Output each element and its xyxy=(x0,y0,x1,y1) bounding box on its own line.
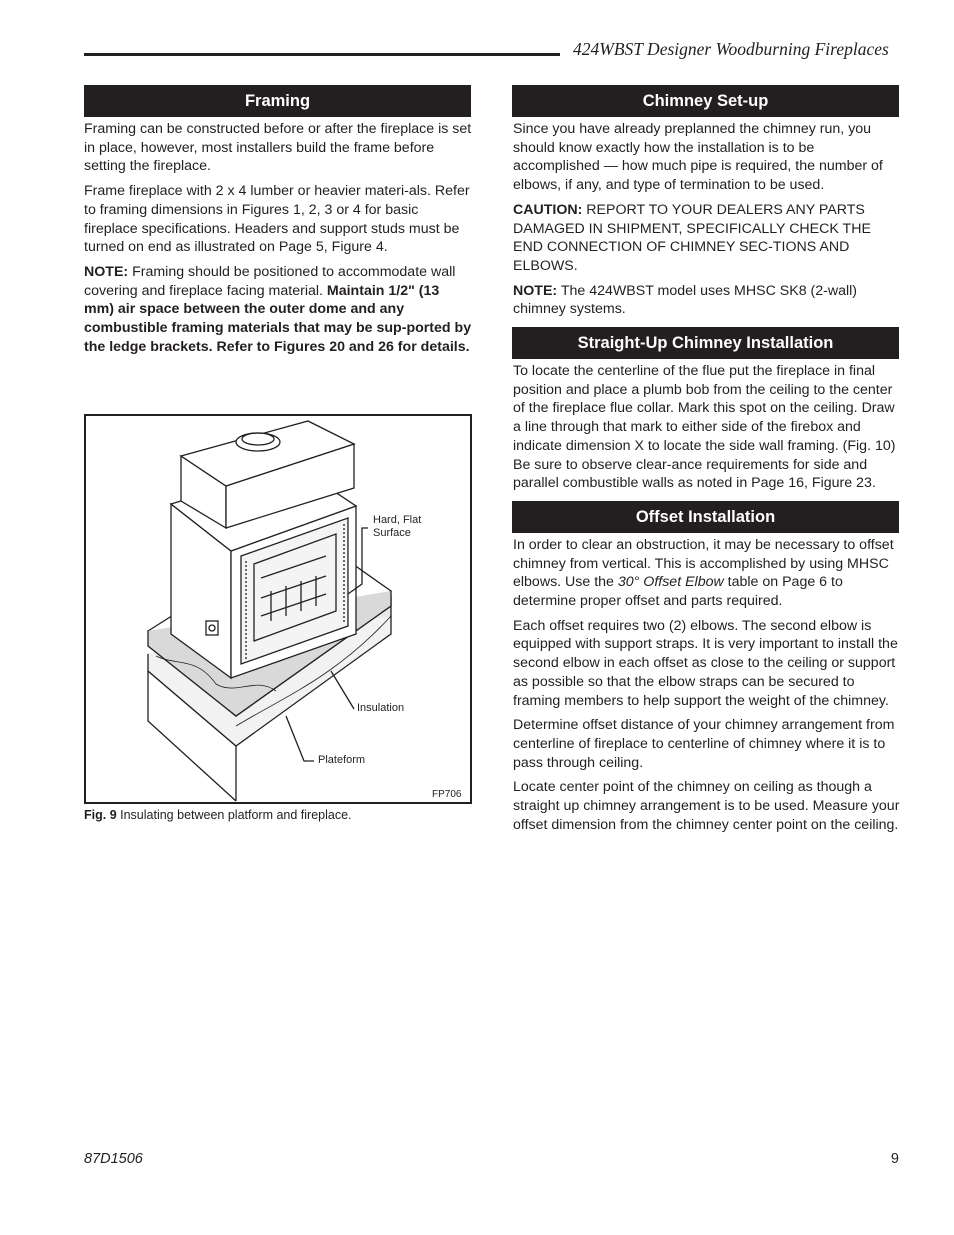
header-rule xyxy=(84,53,560,56)
label-hard-flat-surface: Hard, Flat Surface xyxy=(373,514,422,539)
straight-up-heading: Straight-Up Chimney Installation xyxy=(512,327,899,359)
chimney-note-label: NOTE: xyxy=(513,282,558,299)
framing-paragraph-1: Framing can be constructed before or after the fireplace is set in place, however, most installers build the frame before setting the fireplace. xyxy=(84,121,472,175)
fireplace-platform-illustration xyxy=(86,416,470,802)
offset-p1-start: In order to clear an obstruction, it may be necessary to offset chimney from vertical. This is accomplished by using MHSC elbows. Use the xyxy=(513,536,894,591)
page-number: 9 xyxy=(890,1151,899,1167)
figure-9 xyxy=(84,414,472,804)
offset-p1-end: table on Page 6 to determine proper offset and parts required. xyxy=(513,574,843,610)
label-platform: Plateform xyxy=(318,754,366,766)
framing-heading: Framing xyxy=(84,85,471,117)
chimney-caution xyxy=(513,201,901,276)
straight-up-paragraph: To locate the centerline of the flue put the fireplace in final position and place a plumb bob from the ceiling to the center of the fireplace flue collar. Mark this spot on the ceiling. Draw a line through that mark to either side of the firebox and indicate dimension X to locate the side wall framing. (Fig. 10) Be sure to observe clear-ance requirements for side and parallel combustible walls as noted in Page 16, Figure 23. xyxy=(513,363,896,492)
offset-paragraph-3: Determine offset distance of your chimney arrangement from centerline of fireplace to centerline of chimney where it is to pass through ceiling. xyxy=(513,717,895,771)
framing-paragraph-2: Frame fireplace with 2 x 4 lumber or heavier materi-als. Refer to framing dimensions in Figures 1, 2, 3 or 4 for basic fireplace specifications. Headers and support studs must be turned on end as illustrated on Page 5, Figure 4. xyxy=(84,183,470,256)
offset-paragraph-2: Each offset requires two (2) elbows. The second elbow is equipped with support straps. It is very important to install the second elbow in each offset as close to the ceiling or support as possible so that the elbow straps can be secured to framing members to help support the weight of the chimney. xyxy=(513,617,898,709)
offset-elbow-table-ref: 30° Offset Elbow xyxy=(617,574,724,591)
note-text: Framing should be positioned to accommodate wall covering and fireplace facing material. xyxy=(84,263,456,299)
figure-caption-label: Fig. 9 xyxy=(84,808,117,822)
note-bold-text: Maintain 1/2" (13 mm) air space between the outer dome and any combustible framing materials that may be sup-ported by the ledge brackets. Refer to Figures 20 and 26 for details. xyxy=(84,282,472,355)
chimney-note-text: The 424WBST model uses MHSC SK8 (2-wall) chimney systems. xyxy=(513,282,858,318)
figure-code: FP706 xyxy=(432,789,462,800)
figure-caption-text: Insulating between platform and fireplace. xyxy=(116,808,352,822)
caution-label: CAUTION: xyxy=(513,201,583,218)
framing-note xyxy=(84,263,472,357)
chimney-paragraph-1: Since you have already preplanned the chimney run, you should know exactly how the installation is to be accomplished — how much pipe is required, the number of elbows, if any, and type of termination to be used. xyxy=(513,121,883,194)
caution-text: REPORT TO YOUR DEALERS ANY PARTS DAMAGED IN SHIPMENT, SPECIFICALLY CHECK THE END CONNECTION OF CHIMNEY SEC-TIONS AND ELBOWS. xyxy=(513,201,871,274)
offset-heading: Offset Installation xyxy=(512,501,899,533)
page-header-title: 424WBST Designer Woodburning Fireplaces xyxy=(573,39,889,59)
chimney-setup-heading: Chimney Set-up xyxy=(512,85,899,117)
chimney-note xyxy=(513,282,901,319)
figure-caption xyxy=(84,808,352,822)
left-column xyxy=(84,85,472,362)
offset-paragraph-1 xyxy=(513,536,901,611)
label-insulation: Insulation xyxy=(357,702,405,714)
note-label: NOTE: xyxy=(84,263,129,280)
offset-paragraph-4: Locate center point of the chimney on ceiling as though a straight up chimney arrangement is to be used. Measure your offset dimension from the chimney center point on the ceiling. xyxy=(513,779,900,833)
right-column xyxy=(513,85,901,841)
document-number: 87D1506 xyxy=(84,1151,143,1167)
